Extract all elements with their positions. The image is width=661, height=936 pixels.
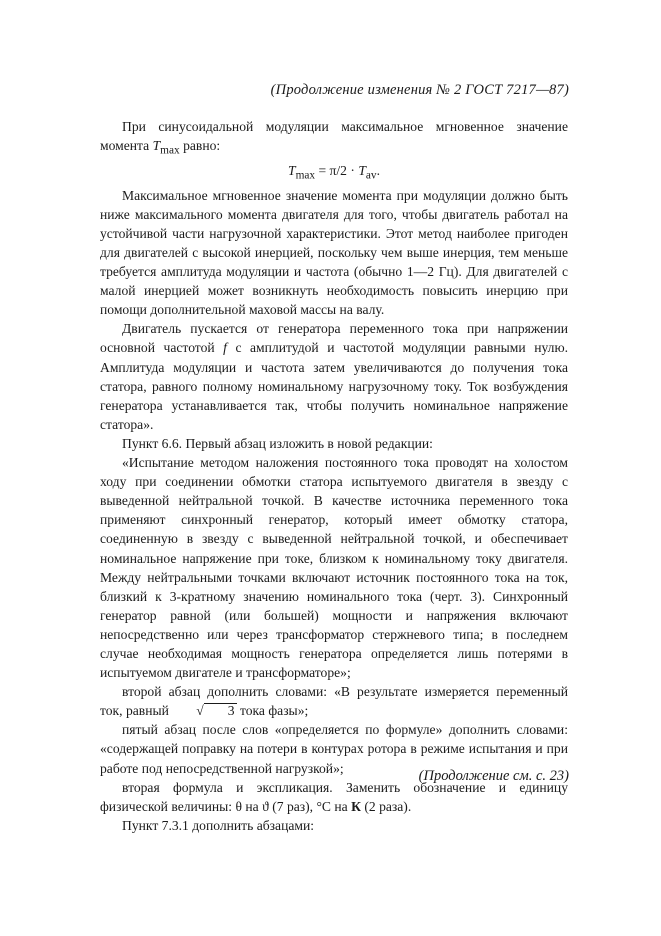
paragraph-max-torque: Максимальное мгновенное значение момента при модуляции должно быть ниже максимального момента двигателя для того, чтобы двигатель работал на устойчивой части нагрузочной характеристики. Этот метод наиболее пригоден для двигателей с высокой инерцией, поскольку чем выше инерция, тем меньше требуется амплитуда модуляции и частота (обычно 1—2 Гц). Для двигателей с малой инерцией может возникнуть необходимость повысить инерцию при помощи дополнительной маховой массы на валу. (100, 187, 568, 318)
paragraph-second-formula: вторая формула и экспликация. Заменить обозначение и единицу физической величины: θ на ϑ (7 раз), °С на К (2 раза). (100, 779, 568, 814)
paragraph-dc-test-method: «Испытание методом наложения постоянного тока проводят на холостом ходу при соединении обмотки статора испытуемого двигателя в звезду с выведенной нейтральной точкой. В качестве источника переменного тока применяют синхронный генератор, который имеет обмотку статора, соединенную в звезду с выведенной нейтральной точкой, и обеспечивает номинальное напряжение при токе, близком к номинальному току двигателя. Между нейтральными точками включают источник постоянного тока на ток, близкий к 3-кратному значению номинального тока (черт. 3). Синхронный генератор равной (или большей) мощности и напряжения включают непосредственно или через трансформатор стержневого типа; в последнем случае необходимая мощность генератора определяется лишь потерями в испытуемом двигателе и трансформаторе»; (100, 455, 568, 681)
paragraph-fifth-abzac: пятый абзац после слов «определяется по формуле» дополнить словами: «содержащей поправку на потери в контурах ротора в режиме испытания и при работе под непосредственной нагрузкой»; (100, 722, 568, 776)
sqrt-symbol: √ 3 (196, 703, 235, 719)
paragraph-modulation-intro: При синусоидальной модуляции максимальное мгновенное значение момента $T_{max}$ равно: (100, 119, 568, 157)
paragraph-clause-6-6: Пункт 6.6. Первый абзац изложить в новой редакции: (122, 435, 433, 451)
document-body (100, 117, 568, 835)
paragraph-clause-7-3-1: Пункт 7.3.1 дополнить абзацами: (122, 817, 315, 833)
continuation-footer: (Продолжение см. с. 23) (418, 768, 569, 784)
formula-tmax: $T_{max} = \pi/2 \cdot T_{av}$. (288, 162, 380, 182)
paragraph-second-abzac: второй абзац дополнить словами: «В результате измеряется переменный ток, равный √ 3 тока фазы»; (100, 682, 568, 720)
paragraph-motor-start: Двигатель пускается от генератора переменного тока при напряжении основной частотой f с амплитудой и частотой модуляции равными нулю. Амплитуда модуляции и частота затем увеличиваются до получения тока статора, равного полному номинальному нагрузочному току. Ток возбуждения генератора устанавливается так, чтобы получить номинальное напряжение статора». (100, 321, 569, 432)
continuation-header: (Продолжение изменения № 2 ГОСТ 7217—87) (270, 82, 569, 98)
